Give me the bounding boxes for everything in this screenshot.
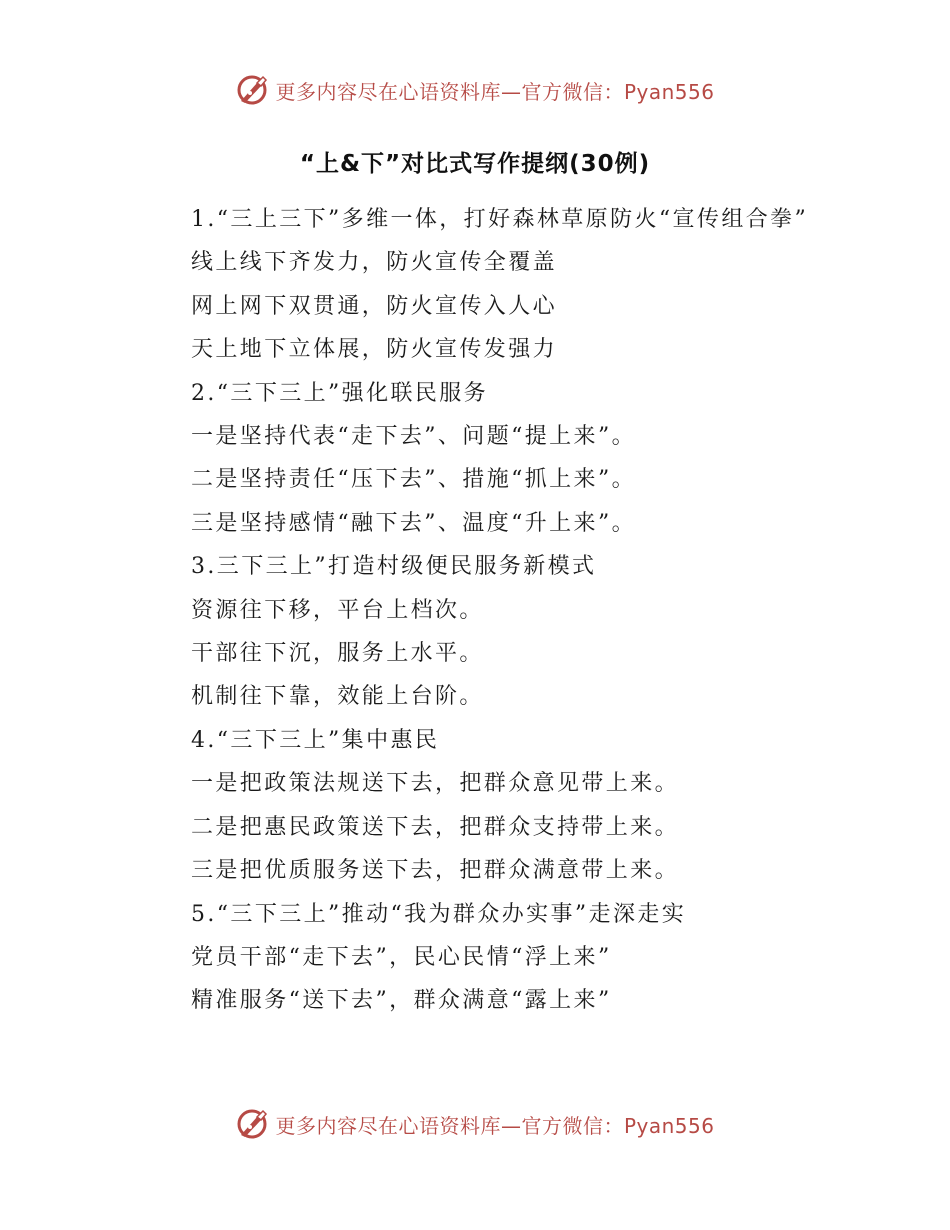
document-body [143, 198, 823, 1023]
heading-item-2: 2.“三下三上”强化联民服务 [191, 380, 489, 406]
body-line: 三是坚持感情“融下去”、温度“升上来”。 [191, 510, 636, 536]
body-line: 资源往下移，平台上档次。 [191, 597, 484, 623]
body-line: 一是坚持代表“走下去”、问题“提上来”。 [191, 424, 636, 450]
body-line: 干部往下沉，服务上水平。 [191, 641, 484, 667]
header-banner-text: 更多内容尽在心语资料库—官方微信：Pyan556 [275, 79, 715, 104]
body-line: 机制往下靠，效能上台阶。 [191, 684, 484, 710]
body-line: 二是坚持责任“压下去”、措施“抓上来”。 [191, 467, 636, 493]
heading-item-3: 3.三下三上”打造村级便民服务新模式 [191, 554, 597, 580]
body-line: 网上网下双贯通，防火宣传入人心 [191, 293, 558, 319]
header-banner [0, 68, 950, 112]
document-title: “上&下”对比式写作提纲(30例) [299, 151, 651, 177]
body-line: 党员干部“走下去”，民心民情“浮上来” [191, 944, 612, 970]
body-line: 精准服务“送下去”，群众满意“露上来” [191, 988, 612, 1014]
pen-circle-logo-icon [235, 73, 269, 107]
footer-banner-text: 更多内容尽在心语资料库—官方微信：Pyan556 [275, 1113, 715, 1138]
heading-item-5: 5.“三下三上”推动“我为群众办实事”走深走实 [191, 901, 687, 927]
body-line: 天上地下立体展，防火宣传发强力 [191, 337, 558, 363]
body-line: 一是把政策法规送下去，把群众意见带上来。 [191, 771, 680, 797]
body-line: 三是把优质服务送下去，把群众满意带上来。 [191, 858, 680, 884]
body-line: 线上线下齐发力，防火宣传全覆盖 [191, 250, 558, 276]
heading-item-1: 1.“三上三下”多维一体，打好森林草原防火“宣传组合拳” [191, 207, 809, 232]
body-line: 二是把惠民政策送下去，把群众支持带上来。 [191, 814, 680, 840]
pen-circle-logo-icon [235, 1107, 269, 1141]
footer-banner [0, 1102, 950, 1146]
heading-item-4: 4.“三下三上”集中惠民 [191, 727, 440, 753]
